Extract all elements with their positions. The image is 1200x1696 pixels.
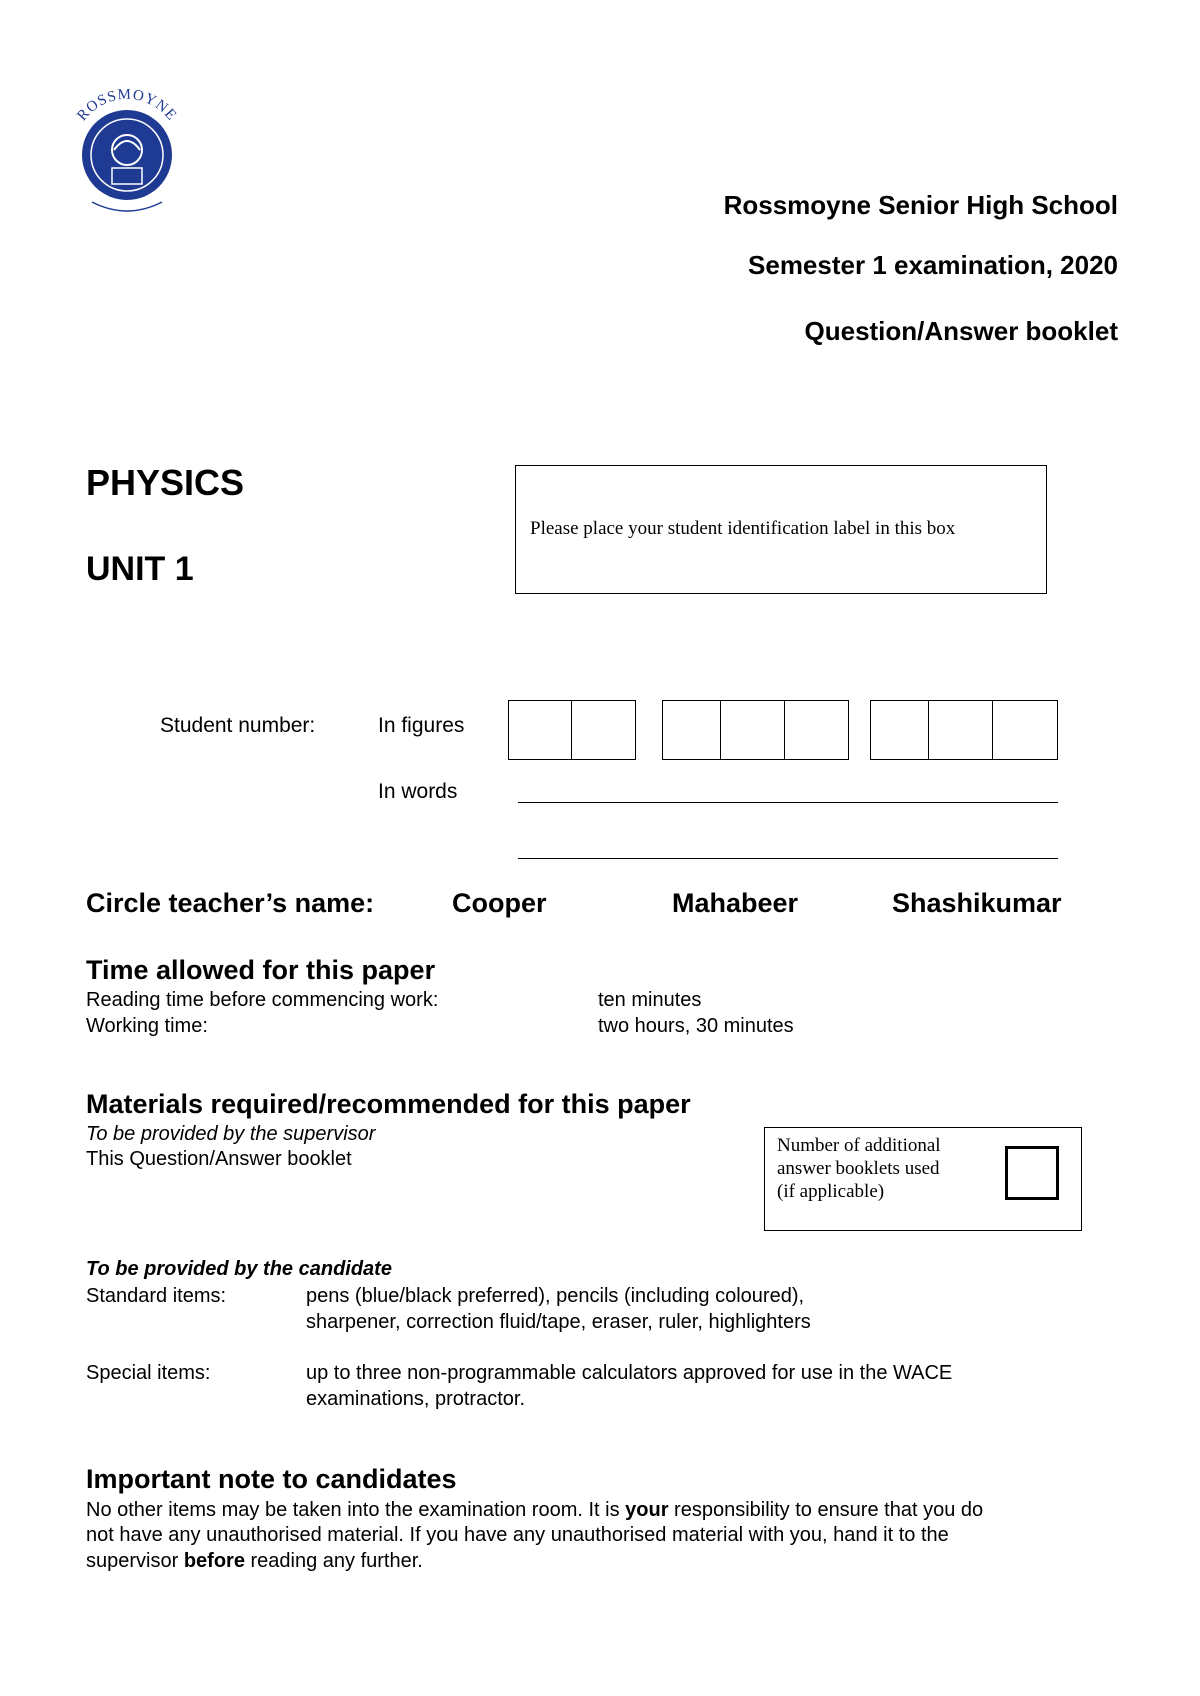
- supervisor-item: This Question/Answer booklet: [86, 1148, 352, 1170]
- reading-time-label: Reading time before commencing work:: [86, 989, 439, 1011]
- school-logo: [62, 80, 192, 215]
- unit-title: UNIT 1: [86, 550, 194, 588]
- in-words-line-2[interactable]: [518, 858, 1058, 859]
- school-name: Rossmoyne Senior High School: [723, 190, 1118, 220]
- additional-booklets-text: Number of additional answer booklets used (if applicable): [777, 1135, 941, 1202]
- student-id-label-box: [515, 465, 1047, 594]
- standard-items-label: Standard items:: [86, 1285, 227, 1307]
- in-words-line-1[interactable]: [518, 802, 1058, 803]
- working-time-label: Working time:: [86, 1015, 208, 1037]
- booklet-type: Question/Answer booklet: [804, 316, 1118, 346]
- additional-booklets-box: [764, 1127, 1082, 1231]
- digit-box[interactable]: [509, 701, 572, 759]
- teacher-name-shashikumar[interactable]: Shashikumar: [892, 888, 1062, 918]
- digit-box[interactable]: [929, 701, 993, 759]
- in-figures-label: In figures: [378, 714, 465, 737]
- reading-time-value: ten minutes: [598, 989, 702, 1011]
- teacher-name-mahabeer[interactable]: Mahabeer: [672, 888, 799, 918]
- student-number-group-2[interactable]: [662, 700, 849, 760]
- id-box-text: Please place your student identification label in this box: [530, 518, 956, 539]
- candidate-heading: To be provided by the candidate: [86, 1258, 392, 1280]
- exam-title: Semester 1 examination, 2020: [748, 250, 1118, 280]
- note-line-3: supervisor before reading any further.: [86, 1550, 423, 1572]
- digit-box[interactable]: [785, 701, 848, 759]
- standard-items-line-2: sharpener, correction fluid/tape, eraser, ruler, highlighters: [306, 1311, 811, 1333]
- supervisor-heading: To be provided by the supervisor: [86, 1123, 376, 1145]
- teacher-label: Circle teacher’s name:: [86, 888, 375, 918]
- digit-box[interactable]: [993, 701, 1057, 759]
- standard-items-line-1: pens (blue/black preferred), pencils (including coloured),: [306, 1285, 805, 1307]
- note-line-1: No other items may be taken into the examination room. It is your responsibility to ensure that you do: [86, 1499, 984, 1521]
- digit-box[interactable]: [871, 701, 929, 759]
- special-items-line-2: examinations, protractor.: [306, 1388, 525, 1410]
- special-items-line-1: up to three non-programmable calculators approved for use in the WACE: [306, 1362, 953, 1384]
- digit-box[interactable]: [572, 701, 635, 759]
- student-number-group-1[interactable]: [508, 700, 636, 760]
- time-heading: Time allowed for this paper: [86, 955, 436, 985]
- working-time-value: two hours, 30 minutes: [598, 1015, 794, 1037]
- digit-box[interactable]: [721, 701, 785, 759]
- digit-box[interactable]: [663, 701, 721, 759]
- teacher-name-cooper[interactable]: Cooper: [452, 888, 547, 918]
- note-line-2: not have any unauthorised material. If you have any unauthorised material with you, hand it to the: [86, 1524, 949, 1546]
- logo-text: ROSSMOYNE: [74, 86, 180, 125]
- materials-heading: Materials required/recommended for this paper: [86, 1089, 691, 1119]
- subject-title: PHYSICS: [86, 462, 245, 503]
- in-words-label: In words: [378, 780, 458, 803]
- student-number-label: Student number:: [160, 714, 316, 737]
- additional-booklets-count-box[interactable]: [1005, 1146, 1059, 1200]
- special-items-label: Special items:: [86, 1362, 211, 1384]
- student-number-group-3[interactable]: [870, 700, 1058, 760]
- note-heading: Important note to candidates: [86, 1464, 457, 1494]
